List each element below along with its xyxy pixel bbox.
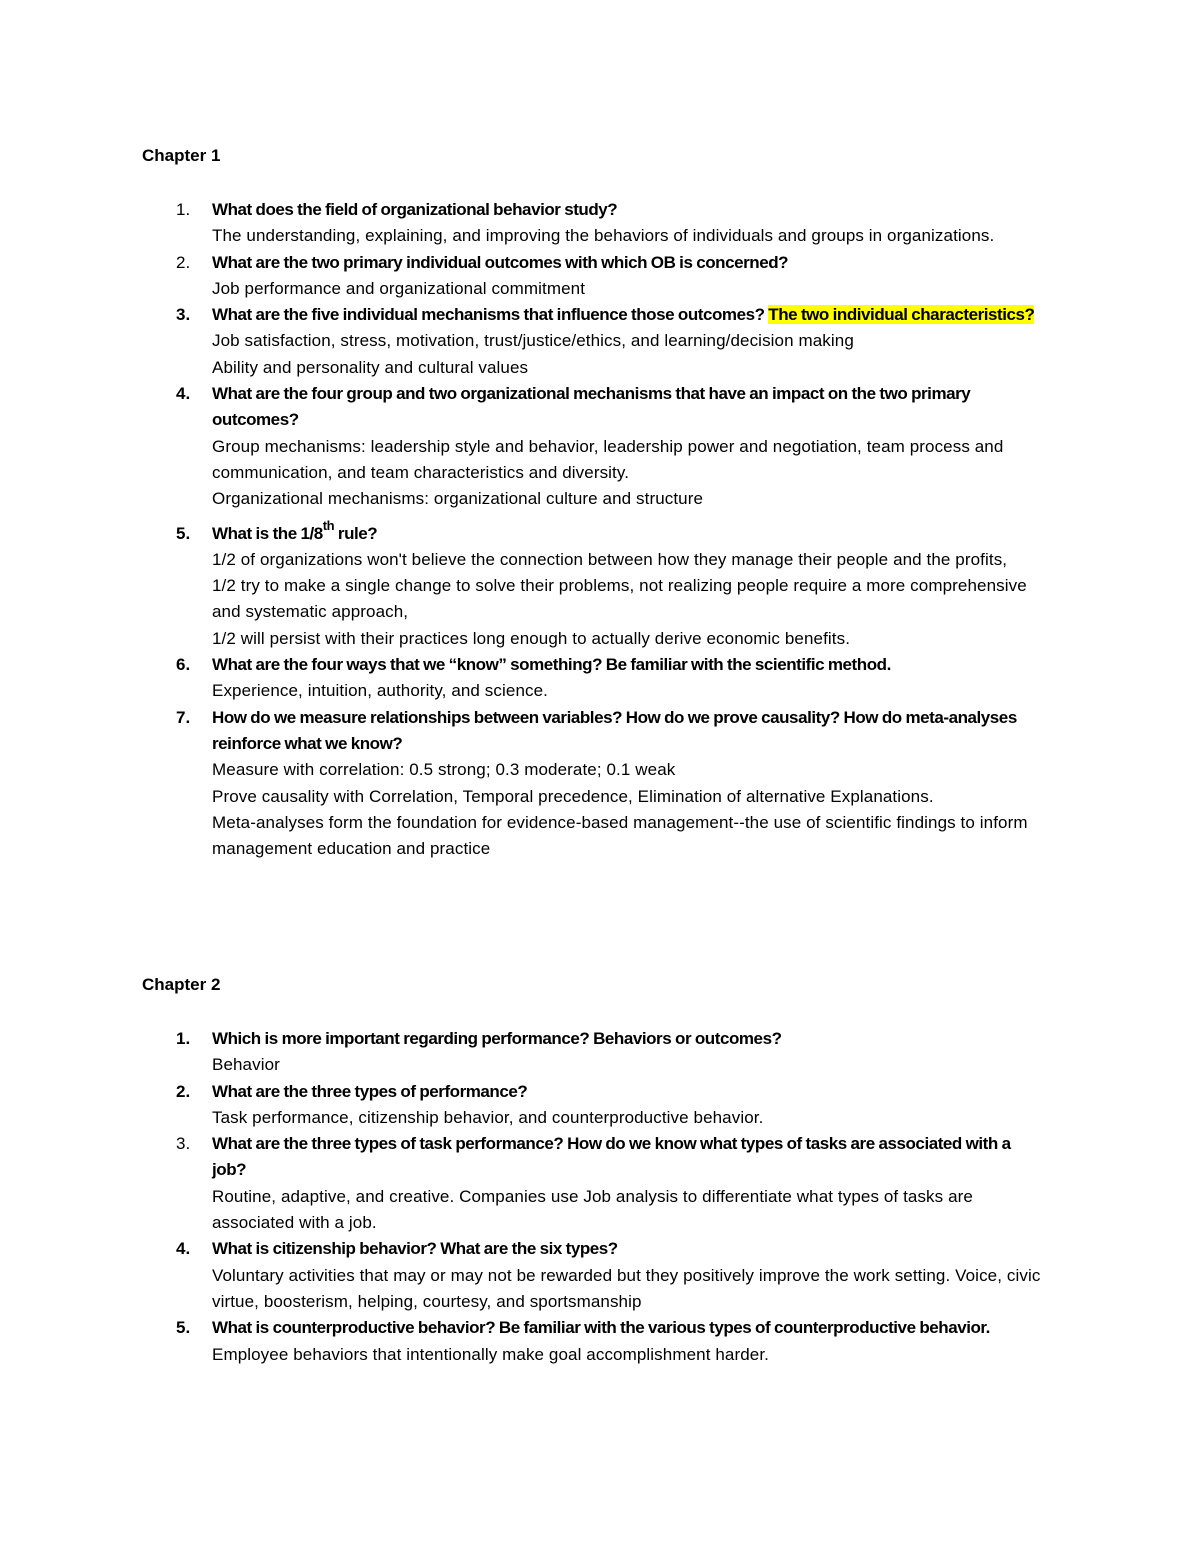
- question-text: What are the two primary individual outcomes with which OB is concerned?: [212, 252, 789, 272]
- answer-text: Job performance and organizational commitment: [212, 278, 586, 298]
- answer-text: Voluntary activities that may or may not be rewarded but they positively improve the work setting. Voice, civic virtue, boosterism, helping, courtesy, and sportsmanship: [212, 1265, 1041, 1311]
- highlighted-question-text: The two individual characteristics?: [768, 305, 1035, 325]
- question-text: What are the four group and two organizational mechanisms that have an impact on the two primary outcomes?: [212, 384, 971, 430]
- answer-text: Experience, intuition, authority, and science.: [212, 681, 548, 701]
- question-number: 5.: [176, 1318, 191, 1338]
- question-number: 3.: [176, 305, 191, 325]
- question-text: [212, 517, 1042, 547]
- chapter-heading: Chapter 1: [142, 146, 221, 165]
- question-item: [142, 1315, 1042, 1368]
- answer-text: Task performance, citizenship behavior, and counterproductive behavior.: [212, 1107, 764, 1127]
- question-tail-text: rule?: [334, 523, 378, 543]
- question-text: How do we measure relationships between variables? How do we prove causality? How do meta-analyses reinforce what we know?: [212, 707, 1017, 753]
- question-number: 2.: [176, 1081, 191, 1101]
- question-item: [142, 1131, 1042, 1236]
- question-item: [142, 250, 1042, 303]
- question-item: [142, 1079, 1042, 1132]
- question-number: 4.: [176, 384, 191, 404]
- ordinal-superscript: th: [322, 517, 335, 533]
- question-number: 7.: [176, 707, 191, 727]
- answer-text: Job satisfaction, stress, motivation, trust/justice/ethics, and learning/decision making: [212, 331, 854, 351]
- question-item: [142, 517, 1042, 652]
- question-text: [212, 302, 1042, 328]
- question-item: [142, 381, 1042, 512]
- question-main-text: What are the five individual mechanisms that influence those outcomes?: [212, 305, 765, 325]
- question-number: 1.: [176, 1029, 191, 1048]
- question-item: [142, 705, 1042, 863]
- question-number: 3.: [176, 1134, 191, 1154]
- question-number: 4.: [176, 1239, 191, 1259]
- answer-text: Measure with correlation: 0.5 strong; 0.3 moderate; 0.1 weak: [212, 760, 676, 780]
- answer-text: The understanding, explaining, and improving the behaviors of individuals and groups in organizations.: [212, 226, 995, 246]
- answer-text: Ability and personality and cultural values: [212, 357, 529, 377]
- question-main-text: What is the 1/8: [212, 523, 323, 543]
- answer-text: Behavior: [212, 1055, 280, 1075]
- question-list: [142, 1026, 1042, 1368]
- question-number: 5.: [176, 523, 191, 543]
- answer-text: Employee behaviors that intentionally make goal accomplishment harder.: [212, 1344, 769, 1364]
- answer-text: Routine, adaptive, and creative. Companies use Job analysis to differentiate what types of tasks are associated with a job.: [212, 1186, 973, 1233]
- question-list: [142, 197, 1042, 862]
- answer-text: Group mechanisms: leadership style and behavior, leadership power and negotiation, team process and communication, and team characteristics and diversity.: [212, 436, 1004, 482]
- question-text: Which is more important regarding performance? Behaviors or outcomes?: [212, 1029, 782, 1048]
- question-number: 6.: [176, 655, 191, 675]
- question-text: What is counterproductive behavior? Be familiar with the various types of counterproductive behavior.: [212, 1318, 990, 1338]
- question-number: 2.: [176, 252, 191, 272]
- chapter-heading: Chapter 2: [142, 975, 221, 994]
- question-number: 1.: [176, 200, 191, 219]
- question-item: [142, 197, 1042, 250]
- question-text: What are the four ways that we “know” something? Be familiar with the scientific method.: [212, 655, 891, 675]
- answer-text: Prove causality with Correlation, Temporal precedence, Elimination of alternative Explanations.: [212, 786, 934, 806]
- answer-text: 1/2 of organizations won't believe the connection between how they manage their people and the profits,: [212, 549, 1008, 569]
- answer-text: 1/2 try to make a single change to solve their problems, not realizing people require a more comprehensive and systematic approach,: [212, 576, 1027, 622]
- answer-text: 1/2 will persist with their practices long enough to actually derive economic benefits.: [212, 628, 851, 648]
- question-item: [142, 1026, 1042, 1079]
- question-item: [142, 1236, 1042, 1315]
- answer-text: Organizational mechanisms: organizational culture and structure: [212, 489, 704, 509]
- question-text: What are the three types of task performance? How do we know what types of tasks are associated with a job?: [212, 1134, 1011, 1180]
- question-item: [142, 302, 1042, 381]
- question-text: What does the field of organizational behavior study?: [212, 200, 618, 219]
- question-item: [142, 652, 1042, 705]
- answer-text: Meta-analyses form the foundation for evidence-based management--the use of scientific findings to inform management education and practice: [212, 812, 1028, 859]
- question-text: What is citizenship behavior? What are the six types?: [212, 1239, 618, 1259]
- question-text: What are the three types of performance?: [212, 1081, 528, 1101]
